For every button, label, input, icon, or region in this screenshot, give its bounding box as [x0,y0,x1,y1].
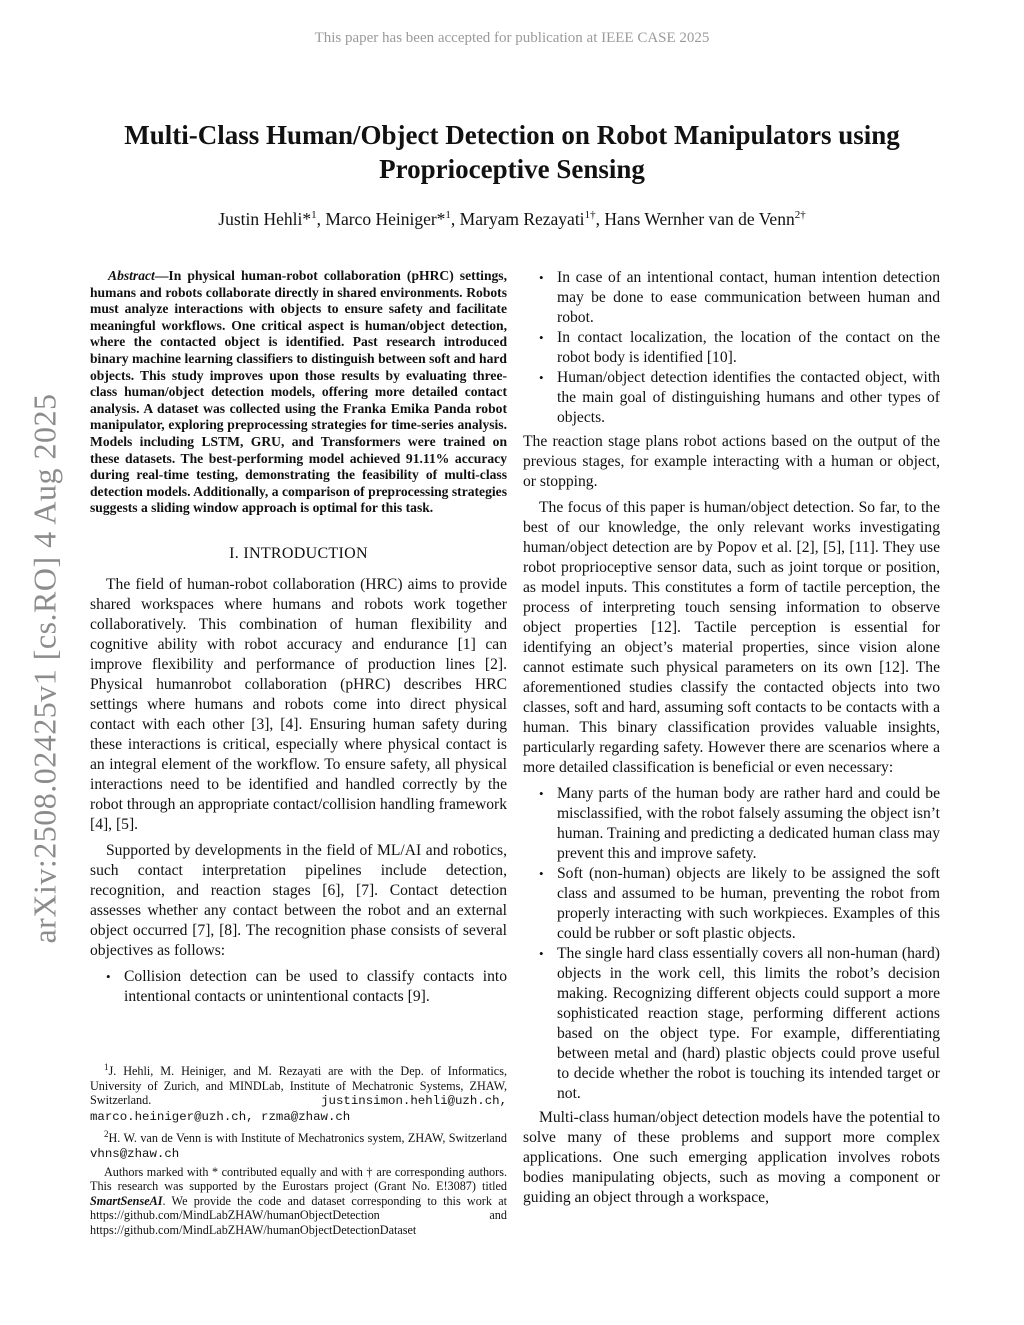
footnote [90,1127,507,1161]
list-item [523,784,940,864]
author-affiliation: 1† [584,209,596,222]
footnotes [90,1060,507,1241]
scenarios-list [523,784,940,1104]
list-item [523,368,940,428]
author-separator: , [450,209,460,229]
list-item [90,967,507,1007]
objectives-list-continued [523,268,940,428]
paragraph: The field of human-robot collaboration (HRC) aims to provide shared workspaces where humans and robots work together collaboratively. This combination of human flexibility and cognitive ability with robot accuracy and endurance [1] can improve flexibility and performance of production lines [2]. Physical humanrobot collaboration (pHRC) describes HRC settings where humans and robots come into direct physical contact with each other [3], [4]. Ensuring human safety during these interactions is critical, especially where physical contact is an integral element of the workflow. To ensure safety, all physical interactions need to be identified and handled correctly by the robot through an appropriate contact/collision handling framework [4], [5]. [90,575,507,833]
footnote-emails: justinsimon.hehli@uzh.ch, marco.heiniger@uzh.ch, rzma@zhaw.ch [90,1094,507,1124]
footnote-mark: 1 [104,1062,109,1072]
footnote-email: vhns@zhaw.ch [90,1147,180,1162]
list-item [523,328,940,368]
section-heading-introduction: I. INTRODUCTION [229,544,368,562]
list-item-text: In case of an intentional contact, human intention detection may be done to ease communication between human and robot. [557,269,940,326]
paragraph: Supported by developments in the field of ML/AI and robotics, such contact interpretation pipelines include detection, recognition, and reaction stages [6], [7]. Contact detection assesses whether any contact between the robot and an external object occurred [7], [8]. The recognition phase consists of several objectives as follows: [90,841,507,959]
author-affiliation: 1 [311,209,317,222]
author-name: Justin Hehli* [218,209,312,229]
bullet-icon: • [539,786,544,801]
list-item [523,944,940,1104]
list-item-text: Soft (non-human) objects are likely to be assigned the soft class and assumed to be human, preventing the robot from properly interacting with such workpieces. Examples of this could be rubber or soft plastic objects. [557,865,940,942]
paragraph: The reaction stage plans robot actions based on the output of the previous stages, for example interacting with a human or object, or stopping. [523,433,940,490]
right-column [523,268,940,1214]
bullet-icon: • [539,330,544,345]
abstract-label: Abstract [108,268,155,283]
title-line-2: Proprioceptive Sensing [379,154,645,184]
list-item [523,268,940,328]
author-name: Marco Heiniger* [325,209,446,229]
title-line-1: Multi-Class Human/Object Detection on Robot Manipulators using [124,120,900,150]
abstract [90,268,507,517]
header-note: This paper has been accepted for publication at IEEE CASE 2025 [314,30,710,46]
author-affiliation: 1 [445,209,451,222]
list-item [523,864,940,944]
footnote [90,1060,507,1124]
list-item-text: Collision detection can be used to classify contacts into intentional contacts or unintentional contacts [9]. [124,967,507,1005]
objectives-list [90,967,507,1007]
footnote-text: J. Hehli, M. Heiniger, and M. Rezayati are with the Dep. of Informatics, University of Zurich, and MINDLab, Institute of Mechatronic Systems, ZHAW, Switzerland. [90,1064,507,1108]
footnote [90,1165,507,1238]
project-name: SmartSenseAI [90,1193,163,1208]
bullet-icon: • [539,270,544,285]
bullet-icon: • [539,866,544,881]
author-separator: , [316,209,326,229]
list-item-text: Many parts of the human body are rather hard and could be misclassified, with the robot falsely assuming the object isn’t human. Training and predicting a dedicated human class may prevent this and improve safety. [557,785,940,862]
arxiv-identifier: arXiv:2508.02425v1 [cs.RO] 4 Aug 2025 [26,393,63,944]
footnote-text: Authors marked with * contributed equally and with † are corresponding authors. This research was supported by the Eurostars project (Grant No. E!3087) titled [90,1164,507,1194]
list-item-text: The single hard class essentially covers all non-human (hard) objects in the work cell, this limits the robot’s decision making. Recognizing different objects could support a more sophisticated reaction stage, performing different actions based on the object type. For example, differentiating between metal and (hard) plastic objects could prove useful to decide whether the robot is touching its intended target or not. [557,945,940,1102]
list-item-text: In contact localization, the location of the contact on the robot body is identified [10]. [557,329,940,366]
paper-title [80,118,944,186]
footnote-mark: 2 [104,1129,109,1140]
footnote-text: H. W. van de Venn is with Institute of Mechatronics system, ZHAW, Switzerland [108,1131,507,1146]
list-item-text: Human/object detection identifies the contacted object, with the main goal of distinguishing humans and other types of objects. [557,369,940,426]
author-list [60,209,964,230]
author-affiliation: 2† [794,209,806,222]
bullet-icon: • [539,370,544,385]
paragraph: Multi-class human/object detection models have the potential to solve many of these problems and support more complex applications. One such emerging application involves robots bodies manipulating objects, such as moving a component or guiding an object through a workspace, [523,1109,940,1206]
left-column [90,268,507,1011]
abstract-text: —In physical human-robot collaboration (pHRC) settings, humans and robots collaborate directly in shared environments. Robots must analyze interactions with objects to ensure safety and facilitate meaningful workflows. One critical aspect is human/object detection, where the contacted object is identified. Past research introduced binary machine learning classifiers to distinguish between soft and hard objects. This study improves upon those results by evaluating three-class human/object detection models, offering more detailed contact analysis. A dataset was collected using the Franka Emika Panda robot manipulator, exploring preprocessing strategies for time-series analysis. Models including LSTM, GRU, and Transformers were trained on these datasets. The best-performing model achieved 91.11% accuracy during real-time testing, demonstrating the feasibility of multi-class detection models. Additionally, a comparison of preprocessing strategies suggests a sliding window approach is optimal for this task. [90,268,507,516]
bullet-icon: • [539,946,544,961]
paragraph: The focus of this paper is human/object detection. So far, to the best of our knowledge, the only relevant works investigating human/object detection are by Popov et al. [2], [5], [11]. They use robot proprioceptive sensor data, such as joint torque or position, as model inputs. This constitutes a form of tactile perception, the process of interpreting touch sensing information to observe object properties [12]. Tactile perception is essential for identifying an object’s material properties, since vision alone cannot estimate such physical parameters on its own [12]. The aforementioned studies classify the contacted objects into two classes, soft and hard, assuming soft contacts to be contacts with a human. This binary classification provides valuable insights, particularly regarding safety. However there are scenarios where a more detailed classification is beneficial or even necessary: [523,499,940,776]
author-name: Hans Wernher van de Venn [604,209,795,229]
author-name: Maryam Rezayati [459,209,585,229]
bullet-icon: • [106,968,111,984]
footnote-text: . We provide the code and dataset corresponding to this work at https://github.com/MindLabZHAW/humanObjectDetection and https://github.com/MindLabZHAW/humanObjectDetectionDataset [90,1193,507,1238]
author-separator: , [595,209,605,229]
